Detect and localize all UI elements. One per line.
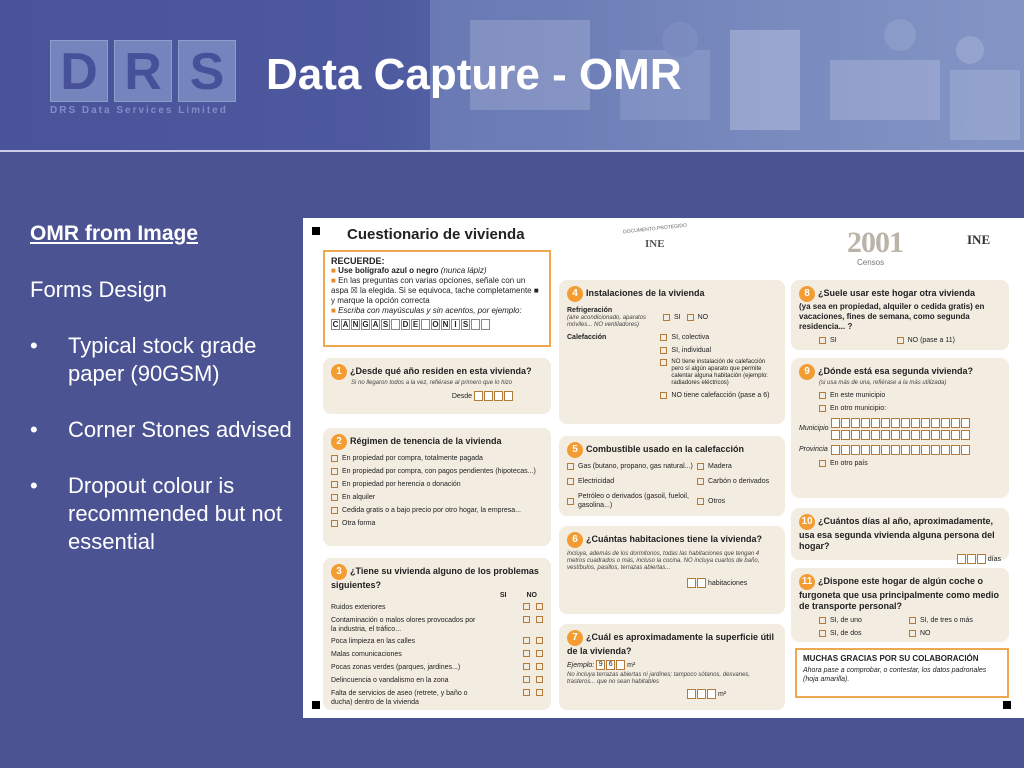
- question-title: ¿Suele usar este hogar otra vivienda: [818, 287, 976, 298]
- question-10-panel: [791, 508, 1009, 563]
- question-number: 11: [799, 574, 815, 590]
- question-5-panel: [559, 436, 785, 516]
- question-title: Régimen de tenencia de la vivienda: [350, 435, 502, 446]
- question-7-panel: [559, 624, 785, 710]
- section-subheading: Forms Design: [30, 277, 167, 302]
- field-label: habitaciones: [707, 579, 748, 587]
- letter-cell: S: [382, 320, 389, 329]
- checkbox-yes[interactable]: [523, 689, 530, 696]
- question-title: ¿Cuál es aproximadamente la superficie útil de la vivienda?: [567, 631, 775, 656]
- census-year: 2001: [847, 226, 903, 259]
- option-label: Carbón o derivados: [708, 478, 770, 485]
- question-6-panel: [559, 526, 785, 614]
- option-label: En propiedad por herencia o donación: [342, 481, 461, 488]
- census-label: Censos: [857, 258, 885, 267]
- thanks-title: MUCHAS GRACIAS POR SU COLABORACIÓN: [803, 654, 979, 663]
- option-label: NO: [697, 314, 709, 321]
- logo-letter: D: [50, 40, 108, 102]
- municipio-input-cells[interactable]: [831, 416, 970, 440]
- question-title: Instalaciones de la vivienda: [586, 287, 705, 298]
- question-3-panel: [323, 558, 551, 710]
- option-label: Gas (butano, propano, gas natural...): [578, 463, 693, 470]
- question-title: ¿Tiene su vivienda alguno de los problemas siguientes?: [331, 565, 539, 590]
- checkbox[interactable]: [660, 334, 667, 341]
- checkbox[interactable]: [697, 498, 704, 505]
- option-label: SI, de uno: [830, 617, 862, 624]
- option-label: Madera: [708, 463, 732, 470]
- letter-cell: C: [332, 320, 339, 329]
- question-number: 1: [331, 364, 347, 380]
- option-label: NO: [920, 630, 931, 637]
- checkbox-yes[interactable]: [523, 650, 530, 657]
- option-label: SI, de dos: [830, 630, 862, 637]
- slide-title: Data Capture - OMR: [266, 50, 682, 99]
- option-label: Delincuencia o vandalismo en la zona: [331, 677, 449, 684]
- checkbox[interactable]: [819, 617, 826, 624]
- checkbox-yes[interactable]: [523, 603, 530, 610]
- question-title: ¿Dispone este hogar de algún coche o furgoneta que usa principalmente como medio de transporte personal?: [799, 575, 1000, 611]
- bullet-item: • Typical stock grade paper (90GSM): [30, 332, 300, 388]
- question-number: 7: [567, 630, 583, 646]
- form-title: Cuestionario de vivienda: [347, 226, 525, 243]
- instruction-note: (nunca lápiz): [440, 266, 487, 275]
- question-note: No incluya terrazas abiertas ni jardines; tampoco sótanos, desvanes, trasteros... que no sean habitables: [567, 672, 751, 685]
- checkbox-no[interactable]: [687, 314, 694, 321]
- unit-label: m²: [627, 661, 636, 669]
- option-label: Malas comunicaciones: [331, 651, 402, 658]
- corner-stone-top-left: [312, 227, 320, 235]
- checkbox-yes[interactable]: [523, 663, 530, 670]
- checkbox[interactable]: [567, 498, 574, 505]
- rooms-input-cells[interactable]: [687, 578, 706, 588]
- question-number: 6: [567, 532, 583, 548]
- checkbox-no[interactable]: [536, 689, 543, 696]
- letter-cell: A: [342, 320, 349, 329]
- option-label: SI: [830, 337, 837, 344]
- column-header-no: NO: [526, 592, 537, 599]
- option-label: Cedida gratis o a bajo precio por otro hogar, la empresa...: [342, 507, 521, 514]
- option-label: En propiedad por compra, con pagos pendientes (hipotecas...): [342, 468, 536, 475]
- letter-cell: [481, 319, 490, 330]
- option-label: En otro municipio:: [830, 405, 887, 412]
- question-title: ¿Dónde está esa segunda vivienda?: [818, 365, 974, 376]
- option-label: SI, de tres o más: [920, 617, 973, 624]
- checkbox[interactable]: [697, 463, 704, 470]
- option-label: SI: [674, 314, 681, 321]
- instructions-heading: RECUERDE:: [331, 256, 385, 266]
- option-label: Electricidad: [578, 478, 615, 485]
- example-label: Ejemplo:: [567, 661, 595, 669]
- instructions-box: RECUERDE: ■ Use bolígrafo azul o negro (nunca lápiz) ■ En las preguntas con varias opciones, señale con un aspa ☒ la elegida. Si se equivoca, tache completamente ■ y marque la opción correcta ■ Escriba con mayúsculas y sin acentos, por ejemplo: C A N G A S D E O N I S: [323, 250, 551, 347]
- logo-subtitle: DRS Data Services Limited: [50, 105, 228, 116]
- question-9-panel: [791, 358, 1009, 498]
- question-number: 9: [799, 364, 815, 380]
- section-heading: OMR from Image: [30, 222, 199, 245]
- checkbox[interactable]: [909, 617, 916, 624]
- checkbox[interactable]: [819, 405, 826, 412]
- checkbox[interactable]: [331, 507, 338, 514]
- checkbox-no[interactable]: [897, 337, 904, 344]
- checkbox[interactable]: [909, 630, 916, 637]
- checkbox-no[interactable]: [536, 603, 543, 610]
- option-label: NO tiene calefacción (pase a 6): [671, 392, 770, 399]
- instruction-line: Escriba con mayúsculas y sin acentos, por ejemplo:: [338, 306, 522, 315]
- instruction-line: Use bolígrafo azul o negro: [338, 266, 439, 275]
- question-4-panel: [559, 280, 785, 424]
- question-title: ¿Cuántas habitaciones tiene la vivienda?: [586, 533, 763, 544]
- instruction-line: En las preguntas con varias opciones, señale con un aspa ☒ la elegida. Si se equivoca, tache completamente ■ y marque la opción correcta: [331, 276, 539, 305]
- checkbox[interactable]: [331, 468, 338, 475]
- checkbox[interactable]: [331, 494, 338, 501]
- option-label: En alquiler: [342, 494, 376, 501]
- field-note: (aire acondicionado, aparatos móviles... NO ventiladores): [567, 315, 647, 328]
- question-title: Combustible usado en la calefacción: [586, 443, 745, 454]
- ine-stamp: DOCUMENTO PROTEGIDO: [622, 222, 688, 236]
- option-label: Otra forma: [342, 520, 376, 527]
- checkbox-no[interactable]: [536, 650, 543, 657]
- checkbox[interactable]: [819, 630, 826, 637]
- letter-cell: N: [352, 320, 359, 329]
- option-label: NO tiene instalación de calefacción pero sí algún aparato que permite calentar alguna habitación (ejemplo: radiadores eléctricos): [671, 359, 768, 386]
- option-label: Ruidos exteriores: [331, 604, 386, 611]
- letter-cell: [421, 319, 430, 330]
- field-label: Calefacción: [567, 334, 607, 341]
- omr-form-image: [303, 218, 1024, 718]
- checkbox-yes[interactable]: [819, 337, 826, 344]
- year-input-cells[interactable]: [474, 391, 513, 401]
- census-logo: [839, 224, 1009, 268]
- bullet-item: • Corner Stones advised: [30, 416, 300, 444]
- question-note: Incluya, además de los dormitorios, todas las habitaciones que tengan 4 metros cuadrados o más, incluso la cocina. NO incluya cuartos de baño, vestíbulos, pasillos, terrazas abiertas...: [567, 551, 760, 571]
- checkbox[interactable]: [660, 359, 667, 366]
- checkbox[interactable]: [697, 478, 704, 485]
- question-subtitle: (ya sea en propiedad, alquiler o cedida gratis) en vacaciones, fines de semana, como segunda residencia... ?: [799, 302, 985, 331]
- drs-logo: [50, 40, 245, 120]
- option-label: SI, individual: [671, 347, 712, 354]
- logo-letter: S: [178, 40, 236, 102]
- letter-cell: O: [432, 320, 439, 329]
- question-title: ¿Cuántos días al año, aproximadamente, usa esa segunda vivienda alguna persona del hogar?: [799, 515, 995, 551]
- question-11-panel: [791, 568, 1009, 642]
- checkbox[interactable]: [660, 347, 667, 354]
- letter-cell: E: [412, 320, 419, 329]
- question-number: 3: [331, 564, 347, 580]
- letter-cell: I: [451, 319, 460, 330]
- unit-label: m²: [717, 690, 727, 698]
- letter-cell: D: [402, 320, 409, 329]
- letter-cell: G: [362, 320, 369, 329]
- question-2-panel: [323, 428, 551, 546]
- bullet-list: [30, 332, 300, 556]
- option-label: En propiedad por compra, totalmente pagada: [342, 455, 483, 462]
- option-label: SI, colectiva: [671, 334, 710, 341]
- field-label: Desde: [451, 392, 473, 400]
- question-number: 10: [799, 514, 815, 530]
- ine-logo: INE: [645, 238, 665, 250]
- checkbox[interactable]: [331, 481, 338, 488]
- corner-stone-bottom-right: [1003, 701, 1011, 709]
- option-label: Falta de servicios de aseo (retrete, y baño o ducha) dentro de la vivienda: [331, 690, 468, 706]
- slide-header: [0, 0, 1024, 150]
- question-note: (si usa más de una, refiérase a la más utilizada): [819, 380, 947, 386]
- checkbox-no[interactable]: [536, 663, 543, 670]
- question-8-panel: [791, 280, 1009, 350]
- checkbox-yes[interactable]: [523, 676, 530, 683]
- checkbox-no[interactable]: [536, 637, 543, 644]
- checkbox-no[interactable]: [536, 676, 543, 683]
- corner-stone-bottom-left: [312, 701, 320, 709]
- bullet-item: • Dropout colour is recommended but not essential: [30, 472, 300, 556]
- header-divider: [0, 150, 1024, 152]
- question-1-panel: [323, 358, 551, 414]
- question-note: Si no llegaron todos a la vez, refiérase al primero que lo hizo: [351, 380, 513, 386]
- letter-cell: A: [372, 320, 379, 329]
- checkbox-no[interactable]: [536, 616, 543, 623]
- checkbox[interactable]: [819, 392, 826, 399]
- field-label: Municipio: [799, 424, 829, 432]
- field-label: Refrigeración: [567, 307, 613, 314]
- days-input-cells[interactable]: [957, 554, 986, 564]
- checkbox-yes[interactable]: [523, 616, 530, 623]
- field-label: días: [987, 555, 1001, 563]
- area-input-cells[interactable]: [687, 689, 716, 699]
- checkbox[interactable]: [331, 520, 338, 527]
- checkbox-yes[interactable]: [523, 637, 530, 644]
- thanks-box: [795, 648, 1009, 698]
- option-label: En este municipio: [830, 392, 886, 399]
- question-number: 8: [799, 286, 815, 302]
- logo-letter: R: [114, 40, 172, 102]
- letter-cell: [391, 319, 400, 330]
- provincia-input-cells[interactable]: [831, 445, 970, 455]
- option-label: Otros: [708, 497, 726, 505]
- checkbox-yes[interactable]: [663, 314, 670, 321]
- letter-cell: [471, 319, 480, 330]
- checkbox[interactable]: [819, 460, 826, 467]
- question-number: 2: [331, 434, 347, 450]
- ine-logo: INE: [967, 232, 991, 247]
- field-label: Provincia: [799, 445, 828, 453]
- option-label: Petróleo o derivados (gasoil, fueloil, gasolina...): [578, 493, 689, 509]
- question-number: 4: [567, 286, 583, 302]
- checkbox[interactable]: [567, 478, 574, 485]
- checkbox[interactable]: [331, 455, 338, 462]
- option-label: En otro país: [830, 460, 868, 467]
- checkbox[interactable]: [567, 463, 574, 470]
- question-number: 5: [567, 442, 583, 458]
- option-label: Poca limpieza en las calles: [331, 638, 416, 645]
- letter-cell: S: [462, 320, 469, 329]
- option-label: NO (pase a 11): [907, 337, 955, 344]
- example-cells: 9 6: [596, 660, 625, 670]
- checkbox[interactable]: [660, 392, 667, 399]
- example-letter-cells: [331, 319, 543, 330]
- slide-body-text: [30, 220, 300, 584]
- column-header-yes: SI: [499, 592, 507, 599]
- question-title: ¿Desde qué año residen en esta vivienda?: [350, 365, 532, 376]
- option-label: Pocas zonas verdes (parques, jardines...): [331, 664, 461, 671]
- thanks-text: Ahora pase a comprobar, o contestar, los datos padronales (hoja amarilla).: [803, 667, 987, 683]
- option-label: Contaminación o malos olores provocados por la industria, el tráfico...: [331, 617, 476, 633]
- letter-cell: N: [442, 320, 449, 329]
